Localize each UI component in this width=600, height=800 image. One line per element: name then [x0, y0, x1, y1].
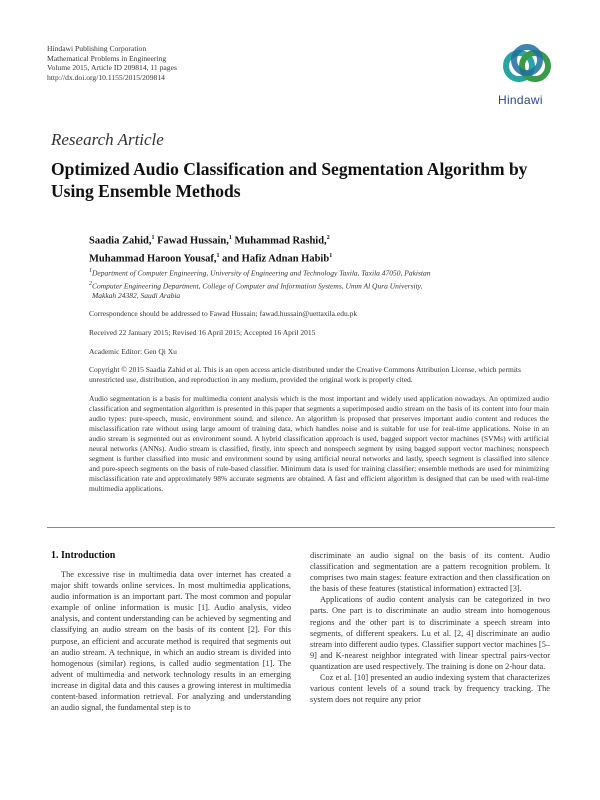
author-list — [89, 231, 549, 266]
author: Muhammad Rashid, — [231, 235, 327, 247]
paragraph: Coz et al. [10] presented an audio indexing system that characterizes various content levels of a sound track by frequency tracking. The system does not require any prior — [310, 673, 550, 705]
author: Saadia Zahid, — [89, 235, 152, 247]
affiliation-text: Computer Engineering Department, College of Computer and Information Systems, Umm Al Qura University, — [92, 281, 423, 290]
academic-editor: Academic Editor: Gen Qi Xu — [89, 347, 177, 356]
doi-link[interactable]: http://dx.doi.org/10.1155/2015/209814 — [47, 72, 165, 82]
abstract: Audio segmentation is a basis for multimedia content analysis which is the most important and widely used application nowadays. An optimized audio classification and segmentation algorithm is presented in this paper that segments a superimposed audio stream on the basis of its content into four main audio types: pure-speech, music, environment sound, and silence. An algorithm is proposed that preserves important audio content and reduces the misclassification rate without using large amount of training data, which handles noise and is suitable for use for real-time applications. Noise in an audio stream is segmented out as environment sound. A hybrid classification approach is used, bagged support vector machines (SVMs) with artificial neural networks (ANNs). Audio stream is classified, firstly, into speech and nonspeech segment by using bagged support vector machines; nonspeech segment is further classified into music and environment sound by using artificial neural networks and lastly, speech segment is classified into silence and pure-speech segments on the basis of rule-based classifier. Minimum data is used for training classifier; ensemble methods are used for minimizing misclassification rate and approximately 98% accurate segments are obtained. A fast and efficient algorithm is designed that can be used with real-time multimedia applications. — [89, 394, 549, 493]
copyright: Copyright © 2015 Saadia Zahid et al. This is an open access article distributed under the Creative Commons Attribution License, which permits unrestricted use, distribution, and reproduction in any medium, provided the original work is properly cited. — [89, 365, 521, 384]
volume-line: Volume 2015, Article ID 209814, 11 pages — [47, 63, 177, 73]
author-sup: 2 — [326, 235, 330, 241]
publisher-line: Hindawi Publishing Corporation — [47, 44, 147, 53]
author: and Hafiz Adnan Habib — [219, 253, 330, 264]
aff-sup: 1 — [89, 268, 92, 274]
affiliations — [89, 266, 549, 301]
paragraph: The excessive rise in multimedia data over internet has created a major shift towards online services. In most multimedia applications, audio information is an important part. The most common and popular example of online information is music [1]. Audio analysis, video analysis, and content understanding can be achieved by segmenting and classifying an audio stream on the basis of its content [2]. For this purpose, an efficient and accurate method is required that segments out an audio stream. A technique, in which an audio stream is divided into homogenous (similar) regions, is called audio segmentation [1]. The advent of multimedia and network technology results in an emerging increase in digital data and this causes a growing interest in multimedia content-based information retrieval. For analyzing and understanding an audio signal, the fundamental step is to — [51, 570, 291, 713]
journal-header — [47, 44, 177, 82]
author-sup: 1 — [329, 252, 333, 259]
logo-text: Hindawi — [498, 93, 543, 107]
author: Fawad Hussain, — [154, 235, 229, 247]
author-sup: 1 — [228, 235, 232, 241]
affiliation — [89, 291, 549, 301]
paper-title: Optimized Audio Classification and Segmentation Algorithm by Using Ensemble Methods — [51, 159, 528, 201]
paragraph: discriminate an audio signal on the basis of its content. Audio classification and segmentation are a pattern recognition problem. It comprises two main stages: feature extraction and then classification on the basis of these features (statistical information) extracted [3]. — [310, 551, 550, 594]
affiliation-text: Makkah 24382, Saudi Arabia — [92, 291, 181, 300]
left-column — [51, 569, 291, 713]
section-heading: 1. Introduction — [51, 550, 116, 561]
affiliation — [89, 266, 549, 279]
author-sup: 1 — [151, 235, 155, 241]
affiliation-text: Department of Computer Engineering, University of Engineering and Technology Taxila, Taxila 47050, Pakistan — [92, 268, 431, 278]
author-sup: 1 — [216, 252, 220, 259]
aff-sup: 2 — [89, 280, 92, 287]
journal-line: Mathematical Problems in Engineering — [47, 53, 167, 63]
paragraph: Applications of audio content analysis can be categorized in two parts. One part is to discriminate an audio stream into homogenous regions and the other part is to discriminate a speech stream into segments, of different speakers. Lu et al. [2, 4] discriminate an audio stream into different audio types. Classifier support vector machines [5–9] and K-nearest neighbor integrated with linear spectral pairs-vector quantization are used respectively. The training is done on 2-hour data. — [310, 595, 550, 671]
correspondence: Correspondence should be addressed to Fawad Hussain; fawad.hussain@uettaxila.edu.pk — [89, 309, 358, 318]
right-column — [310, 550, 550, 705]
received-dates: Received 22 January 2015; Revised 16 April 2015; Accepted 16 April 2015 — [89, 328, 316, 337]
divider — [47, 527, 555, 528]
affiliation — [89, 279, 549, 292]
author: Muhammad Haroon Yousaf, — [89, 253, 217, 264]
article-type: Research Article — [51, 130, 164, 149]
